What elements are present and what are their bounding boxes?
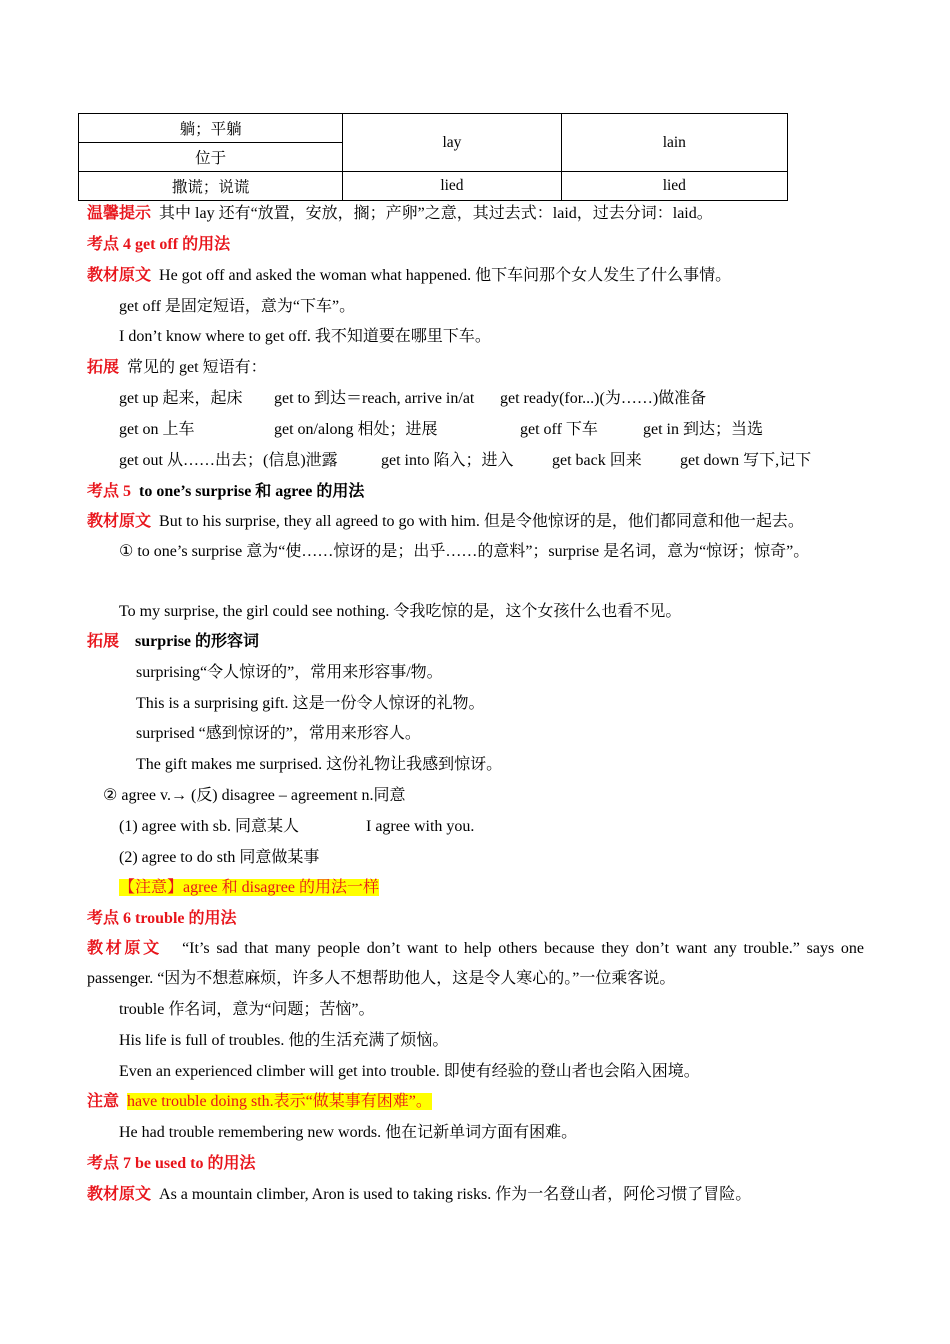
section-number: 考点 5 [87,483,132,500]
source-label: 教材原文 [87,267,152,284]
source-line [87,1185,864,1205]
source-label: 教材原文 [87,1186,152,1203]
source-text: But to his surprise, they all agreed to go with him. 但是令他惊讶的是，他们都同意和他一起去。 [159,513,804,530]
phrase: get ready(for...)(为……)做准备 [500,390,707,407]
section-title-text: 考点 7 be used to 的用法 [87,1155,256,1172]
note-label: 注意 [87,1093,120,1110]
tip-label: 温馨提示 [87,205,152,222]
section-title-7 [87,1154,864,1174]
source-text: As a mountain climber, Aron is used to taking risks. 作为一名登山者，阿伦习惯了冒险。 [159,1186,752,1203]
phrase: get to 到达＝reach, arrive in/at [274,390,475,407]
note-line [87,1092,864,1112]
phrase: get out 从……出去；(信息)泄露 [119,452,338,469]
extension-text: 常见的 get 短语有： [127,359,267,376]
verb-forms-table [78,113,788,201]
phrase: get on/along 相处；进展 [274,421,438,438]
example-sentence: This is a surprising gift. 这是一份令人惊讶的礼物。 [136,695,485,712]
example-sentence: I don’t know where to get off. 我不知道要在哪里下车。 [119,328,491,345]
section-title-text: 考点 4 get off 的用法 [87,236,231,253]
source-text: “It’s sad that many people don’t want to help others because they don’t want any trouble.” says one passenger. “因为不想惹麻烦，许多人不想帮助他人，这是令人寒心的。”一位乘客说。 [87,940,865,987]
paragraph: trouble 作名词，意为“问题；苦恼”。 [119,1001,375,1018]
phrase: get into 陷入；进入 [381,452,514,469]
source-line [87,266,864,286]
paragraph: ① to one’s surprise 意为“使……惊讶的是；出乎……的意料”；surprise 是名词，意为“惊讶；惊奇”。 [119,543,810,560]
table-cell: lied [561,172,787,201]
example-sentence: Even an experienced climber will get into trouble. 即使有经验的登山者也会陷入困境。 [119,1063,700,1080]
phrase: get down 写下,记下 [680,452,812,469]
note-highlight: have trouble doing sth.表示“做某事有困难”。 [127,1093,432,1110]
agree-line: ② agree v.→ (反) disagree – agreement n.同意 [103,787,406,804]
example-sentence: He had trouble remembering new words. 他在记新单词方面有困难。 [119,1124,578,1141]
table-cell: lied [343,172,561,201]
agree-usage-2: (2) agree to do sth 同意做某事 [119,849,320,866]
table-cell: lay [343,114,561,172]
tip-text: 其中 lay 还有“放置，安放，搁；产卵”之意，其过去式：laid，过去分词：laid。 [159,205,713,222]
extension-label: 拓展 [87,359,120,376]
phrase: get up 起来，起床 [119,390,243,407]
section-title-5 [87,482,864,502]
phrase: get in 到达；当选 [643,421,763,438]
tip-line [87,204,864,224]
example-sentence: I agree with you. [366,818,475,835]
source-text: He got off and asked the woman what happened. 他下车问那个女人发生了什么事情。 [159,267,732,284]
extension-line [87,632,864,652]
note-highlight: 【注意】agree 和 disagree 的用法一样 [119,879,379,896]
paragraph: surprising“令人惊讶的”，常用来形容事/物。 [136,664,443,681]
extension-label: 拓展 [87,633,120,650]
paragraph: get off 是固定短语，意为“下车”。 [119,298,356,315]
phrase: get off 下车 [520,421,598,438]
phrase: get back 回来 [552,452,642,469]
table-cell: 撒谎；说谎 [79,172,343,201]
example-sentence: His life is full of troubles. 他的生活充满了烦恼。 [119,1032,449,1049]
extension-line [87,358,864,378]
table-cell: 位于 [79,143,343,172]
section-title-text: to one’s surprise 和 agree 的用法 [139,483,365,500]
example-sentence: To my surprise, the girl could see nothing. 令我吃惊的是，这个女孩什么也看不见。 [119,603,682,620]
section-title-6 [87,909,864,929]
source-line [87,934,864,994]
table-cell: lain [561,114,787,172]
table-cell: 躺；平躺 [79,114,343,143]
source-label: 教材原文 [87,940,162,957]
note-line [119,878,864,898]
section-title-4 [87,235,864,255]
example-sentence: The gift makes me surprised. 这份礼物让我感到惊讶。 [136,756,503,773]
section-title-text: 考点 6 trouble 的用法 [87,910,237,927]
agree-usage-1: (1) agree with sb. 同意某人 [119,818,299,835]
extension-title: surprise 的形容词 [135,633,260,650]
source-label: 教材原文 [87,513,152,530]
phrase: get on 上车 [119,421,195,438]
source-line [87,512,864,532]
paragraph: surprised “感到惊讶的”，常用来形容人。 [136,725,421,742]
